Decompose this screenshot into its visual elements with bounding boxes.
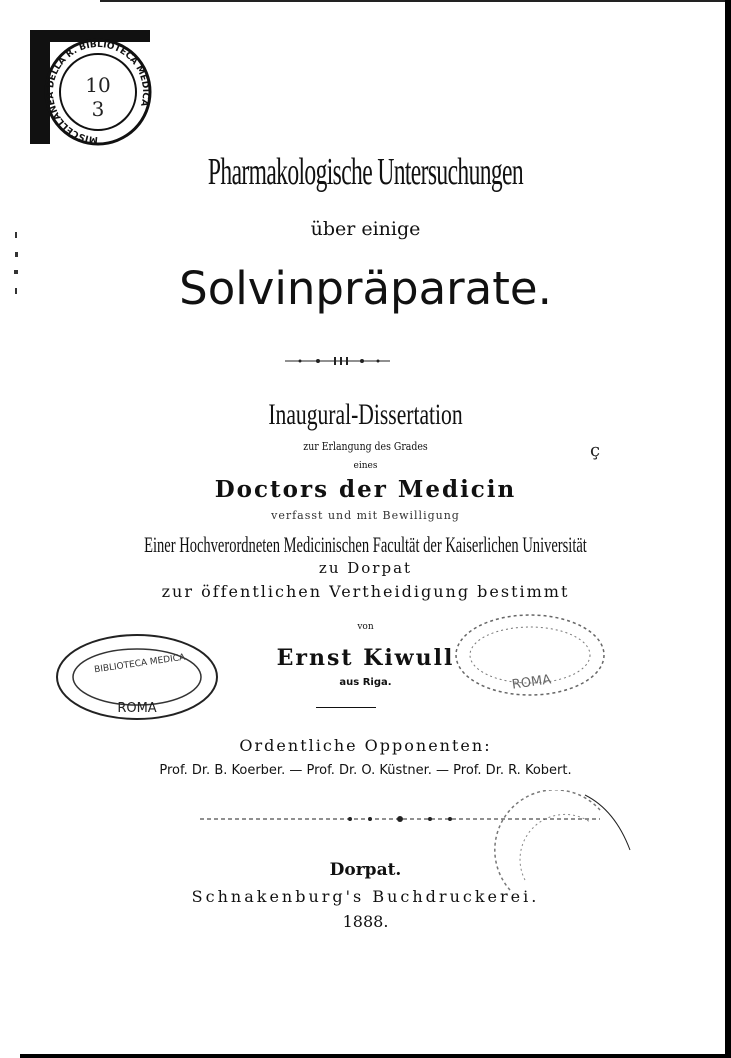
author-name: Ernst Kiwull xyxy=(276,645,455,671)
opponents-heading: Ordentliche Opponenten: xyxy=(239,736,492,755)
main-title: Solvinpräparate. xyxy=(179,262,552,315)
page-edge-top xyxy=(100,0,731,2)
stamp-number-top: 10 xyxy=(85,73,111,97)
permission-line: verfasst und mit Bewilligung xyxy=(271,509,460,522)
subtitle: über einige xyxy=(310,218,421,240)
left-stamp-text: BIBLIOTECA MEDICA xyxy=(93,652,186,676)
publication-year: 1888. xyxy=(342,912,389,931)
short-rule xyxy=(316,707,376,708)
stamp-ring-text: MISCELLANEA DELLA R. BIBLIOTECA MEDICA xyxy=(45,39,151,145)
margin-mark-c: ç xyxy=(590,440,601,461)
printer-name: Schnakenburg's Buchdruckerei. xyxy=(191,887,540,906)
ornament-divider xyxy=(0,355,731,367)
ornament-divider-2 xyxy=(200,815,600,823)
left-stamp-city: ROMA xyxy=(117,701,157,716)
degree-title: Doctors der Medicin xyxy=(214,476,517,503)
purpose-line: zur Erlangung des Grades xyxy=(303,440,428,453)
university-city: zu Dorpat xyxy=(318,559,413,577)
title: Pharmakologische Untersuchungen xyxy=(207,151,524,193)
opponents-list: Prof. Dr. B. Koerber. — Prof. Dr. O. Küstner. — Prof. Dr. R. Kobert. xyxy=(159,763,572,778)
library-ring-stamp xyxy=(28,30,158,150)
defense-line: zur öffentlichen Vertheidigung bestimmt xyxy=(161,582,570,601)
publication-place: Dorpat. xyxy=(329,860,402,880)
dissertation-heading: Inaugural-Dissertation xyxy=(268,398,463,431)
von-line: von xyxy=(357,622,374,632)
author-origin: aus Riga. xyxy=(339,677,392,688)
page-edge-bottom xyxy=(20,1054,731,1058)
stamp-number-bottom: 3 xyxy=(91,97,105,121)
faculty-line: Einer Hochverordneten Medicinischen Facultät der Kaiserlichen Universität xyxy=(144,532,587,557)
right-stamp-city: ROMA xyxy=(510,672,553,693)
eines-line: eines xyxy=(353,461,378,471)
